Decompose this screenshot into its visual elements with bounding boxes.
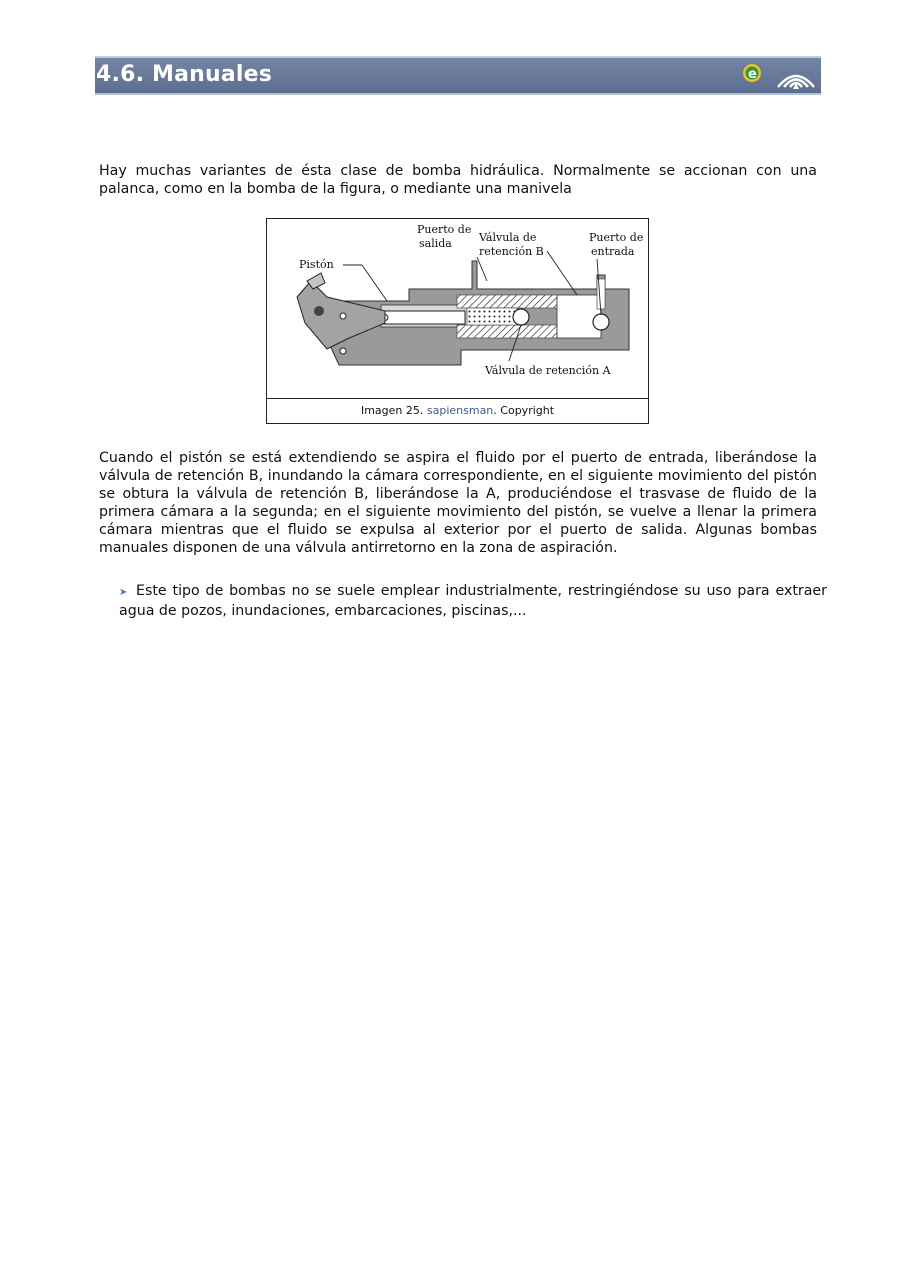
spring-chamber xyxy=(467,308,517,325)
svg-text:Válvula de: Válvula de xyxy=(479,231,537,244)
section-title: 4.6. Manuales xyxy=(96,62,273,87)
figure-caption: Imagen 25. sapiensman. Copyright xyxy=(267,398,648,423)
section-header xyxy=(95,56,821,95)
e-logo-icon xyxy=(743,64,761,82)
svg-text:Puerto de: Puerto de xyxy=(589,231,644,244)
check-valve-b-ball xyxy=(593,314,609,330)
header-logos xyxy=(738,59,818,93)
svg-text:salida: salida xyxy=(419,237,452,250)
junta-andalucia-logo-icon xyxy=(778,76,814,89)
svg-text:Puerto de: Puerto de xyxy=(417,223,472,236)
svg-text:entrada: entrada xyxy=(591,245,635,258)
hand-pump-diagram xyxy=(267,219,648,398)
bullet-text: Este tipo de bombas no se suele emplear industrialmente, restringiéndose su uso para extraer agua de pozos, inundaciones, embarcaciones, piscinas,... xyxy=(119,583,827,619)
intro-paragraph: Hay muchas variantes de ésta clase de bomba hidráulica. Normalmente se accionan con una palanca, como en la bomba de la figura, o mediante una manivela xyxy=(99,163,817,197)
label-piston: Pistón xyxy=(299,258,334,271)
svg-text:e: e xyxy=(748,67,757,82)
body-paragraph: Cuando el pistón se está extendiendo se aspira el fluido por el puerto de entrada, liberándose la válvula de retención B, inundando la cámara correspondiente, en el siguiente movimiento del pistón se obtura la válvula de retención B, liberándose la A, produciéndose el trasvase de fluido de la primera cámara a la segunda; en el siguiente movimiento del pistón, se vuelve a llenar la primera cámara mientras que el fluido se expulsa al exterior por el puerto de salida. Algunas bombas manuales disponen de una válvula antirretorno en la zona de aspiración. xyxy=(99,450,817,556)
sapiensman-link[interactable]: sapiensman xyxy=(426,404,494,417)
figure-box xyxy=(266,218,649,424)
bullet-item xyxy=(119,582,827,620)
arrow-bullet-icon: ➤ xyxy=(119,587,128,598)
check-valve-a-ball xyxy=(513,309,529,325)
svg-text:retención B: retención B xyxy=(479,245,544,258)
label-valvula-a: Válvula de retención A xyxy=(485,364,611,377)
